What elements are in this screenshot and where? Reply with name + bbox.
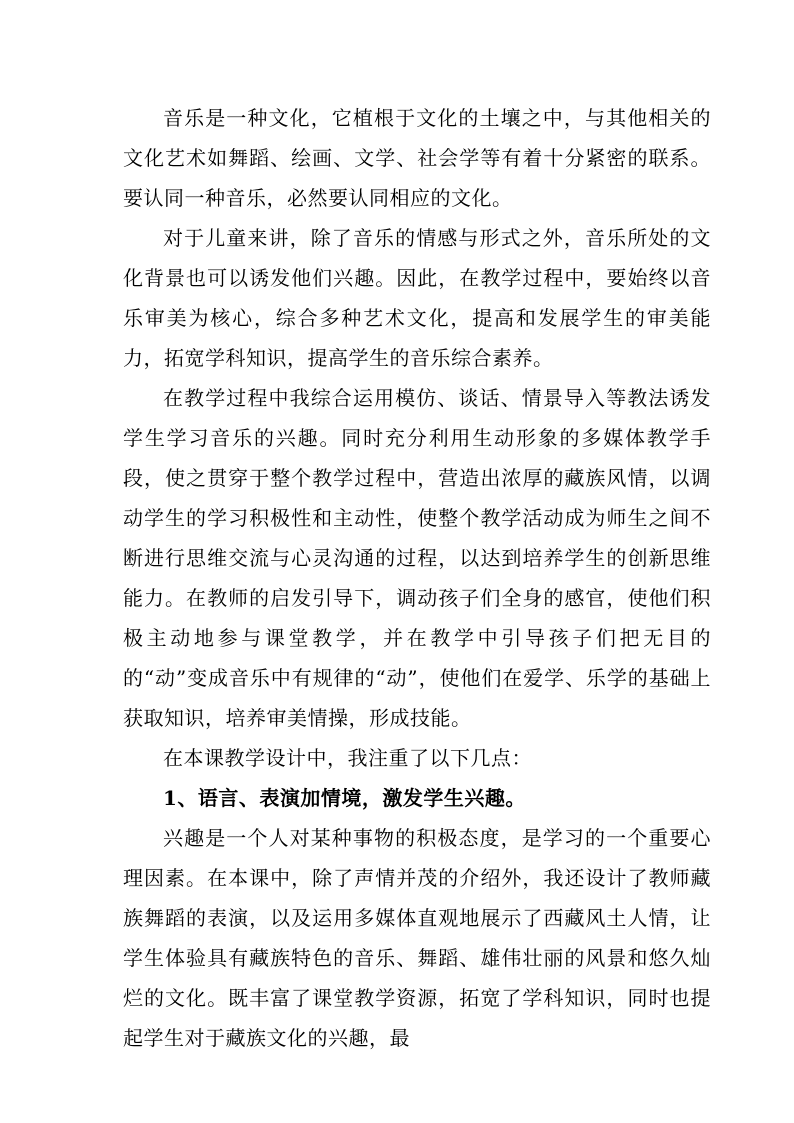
paragraph-children-interest: 对于儿童来讲，除了音乐的情感与形式之外，音乐所处的文化背景也可以诱发他们兴趣。因此，在教学过程中，要始终以音乐审美为核心，综合多种艺术文化，提高和发展学生的审美能力，拓宽学科知识，提高学生的音乐综合素养。 xyxy=(123,226,711,370)
paragraph-interest: 兴趣是一个人对某种事物的积极态度，是学习的一个重要心理因素。在本课中，除了声情并茂的介绍外，我还设计了教师藏族舞蹈的表演，以及运用多媒体直观地展示了西藏风土人情，让学生体验具有藏族特色的音乐、舞蹈、雄伟壮丽的风景和悠久灿烂的文化。既丰富了课堂教学资源，拓宽了学科知识，同时也提起学生对于藏族文化的兴趣，最 xyxy=(123,826,711,1050)
document-body xyxy=(123,98,711,1058)
paragraph-teaching-methods: 在教学过程中我综合运用模仿、谈话、情景导入等教法诱发学生学习音乐的兴趣。同时充分利用生动形象的多媒体教学手段，使之贯穿于整个教学过程中，营造出浓厚的藏族风情，以调动学生的学习积极性和主动性，使整个教学活动成为师生之间不断进行思维交流与心灵沟通的过程，以达到培养学生的创新思维能力。在教师的启发引导下，调动孩子们全身的感官，使他们积极主动地参与课堂教学，并在教学中引导孩子们把无目的的“动”变成音乐中有规律的“动”，使他们在爱学、乐学的基础上获取知识，培养审美情操，形成技能。 xyxy=(123,386,711,730)
section-heading: 1、语言、表演加情境，激发学生兴趣。 xyxy=(163,786,526,810)
paragraph-culture: 音乐是一种文化，它植根于文化的土壤之中，与其他相关的文化艺术如舞蹈、绘画、文学、社会学等有着十分紧密的联系。要认同一种音乐，必然要认同相应的文化。 xyxy=(123,106,711,210)
paragraph-design-intro: 在本课教学设计中，我注重了以下几点： xyxy=(163,746,532,770)
